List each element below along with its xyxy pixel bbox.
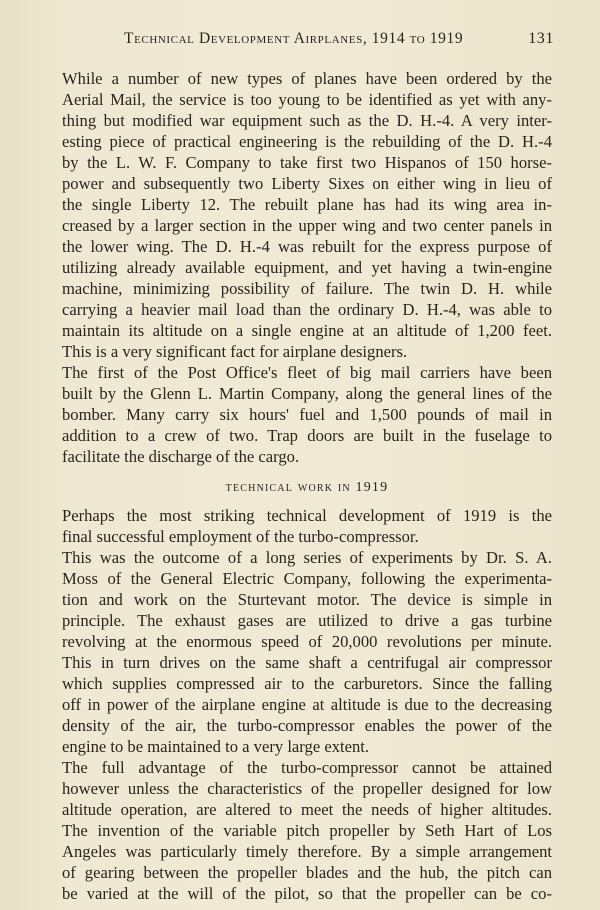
text-line: The first of the Post Office's fleet of big mail carriers have been	[62, 363, 552, 382]
section-heading: technical work in 1919	[225, 480, 389, 495]
page-body	[62, 68, 552, 904]
running-title: Technical Development Airplanes, 1914 to 1919	[124, 30, 464, 47]
paragraph	[62, 757, 552, 904]
text-line: facilitate the discharge of the cargo.	[62, 447, 300, 466]
text-line: Angeles was particularly timely therefore. By a simple arrangement	[62, 842, 552, 861]
text-line: The invention of the variable pitch propeller by Seth Hart of Los	[62, 821, 552, 840]
page-number: 131	[528, 30, 554, 47]
paragraph	[62, 68, 552, 362]
text-line: addition to a crew of two. Trap doors are built in the fuselage to	[62, 426, 552, 445]
text-line: of gearing between the propeller blades and the hub, the pitch can	[62, 863, 552, 882]
text-line: tion and work on the Sturtevant motor. The device is simple in	[62, 590, 552, 609]
text-line: off in power of the airplane engine at altitude is due to the decreasing	[62, 695, 552, 714]
text-line: utilizing already available equipment, and yet having a twin-engine	[62, 258, 552, 277]
paragraph	[62, 505, 552, 547]
text-line: built by the Glenn L. Martin Company, along the general lines of the	[62, 384, 552, 403]
text-line: the lower wing. The D. H.-4 was rebuilt for the express purpose of	[62, 237, 552, 256]
text-line: the single Liberty 12. The rebuilt plane has had its wing area in-	[62, 195, 552, 214]
text-line: however unless the characteristics of the propeller designed for low	[62, 779, 552, 798]
text-line: bomber. Many carry six hours' fuel and 1,500 pounds of mail in	[62, 405, 552, 424]
text-line: density of the air, the turbo-compressor enables the power of the	[62, 716, 552, 735]
text-line: be varied at the will of the pilot, so that the propeller can be co-	[62, 884, 552, 903]
text-line: machine, minimizing possibility of failure. The twin D. H. while	[62, 279, 552, 298]
text-line: This was the outcome of a long series of experiments by Dr. S. A.	[62, 548, 552, 567]
text-line: power and subsequently two Liberty Sixes on either wing in lieu of	[62, 174, 552, 193]
text-line: This is a very significant fact for airplane designers.	[62, 342, 408, 361]
text-line: engine to be maintained to a very large extent.	[62, 737, 370, 756]
text-line: maintain its altitude on a single engine at an altitude of 1,200 feet.	[62, 321, 552, 340]
running-header	[62, 30, 554, 48]
text-line: While a number of new types of planes have been ordered by the	[62, 69, 552, 88]
text-line: by the L. W. F. Company to take first two Hispanos of 150 horse-	[62, 153, 552, 172]
text-line: thing but modified war equipment such as the D. H.-4. A very inter-	[62, 111, 552, 130]
text-line: creased by a larger section in the upper wing and two center panels in	[62, 216, 552, 235]
text-line: final successful employment of the turbo-compressor.	[62, 527, 419, 546]
text-line: This in turn drives on the same shaft a centrifugal air compressor	[62, 653, 552, 672]
text-line: The full advantage of the turbo-compressor cannot be attained	[62, 758, 552, 777]
text-line: principle. The exhaust gases are utilized to drive a gas turbine	[62, 611, 552, 630]
text-line: revolving at the enormous speed of 20,000 revolutions per minute.	[62, 632, 552, 651]
paragraph	[62, 547, 552, 757]
paragraph	[62, 362, 552, 467]
text-line: which supplies compressed air to the carburetors. Since the falling	[62, 674, 552, 693]
text-line: Moss of the General Electric Company, following the experimenta-	[62, 569, 552, 588]
text-line: Aerial Mail, the service is too young to be identified as yet with any-	[62, 90, 552, 109]
text-line: altitude operation, are altered to meet the needs of higher altitudes.	[62, 800, 552, 819]
text-line: carrying a heavier mail load than the ordinary D. H.-4, was able to	[62, 300, 552, 319]
text-line: Perhaps the most striking technical development of 1919 is the	[62, 506, 552, 525]
text-line: esting piece of practical engineering is the rebuilding of the D. H.-4	[62, 132, 552, 151]
